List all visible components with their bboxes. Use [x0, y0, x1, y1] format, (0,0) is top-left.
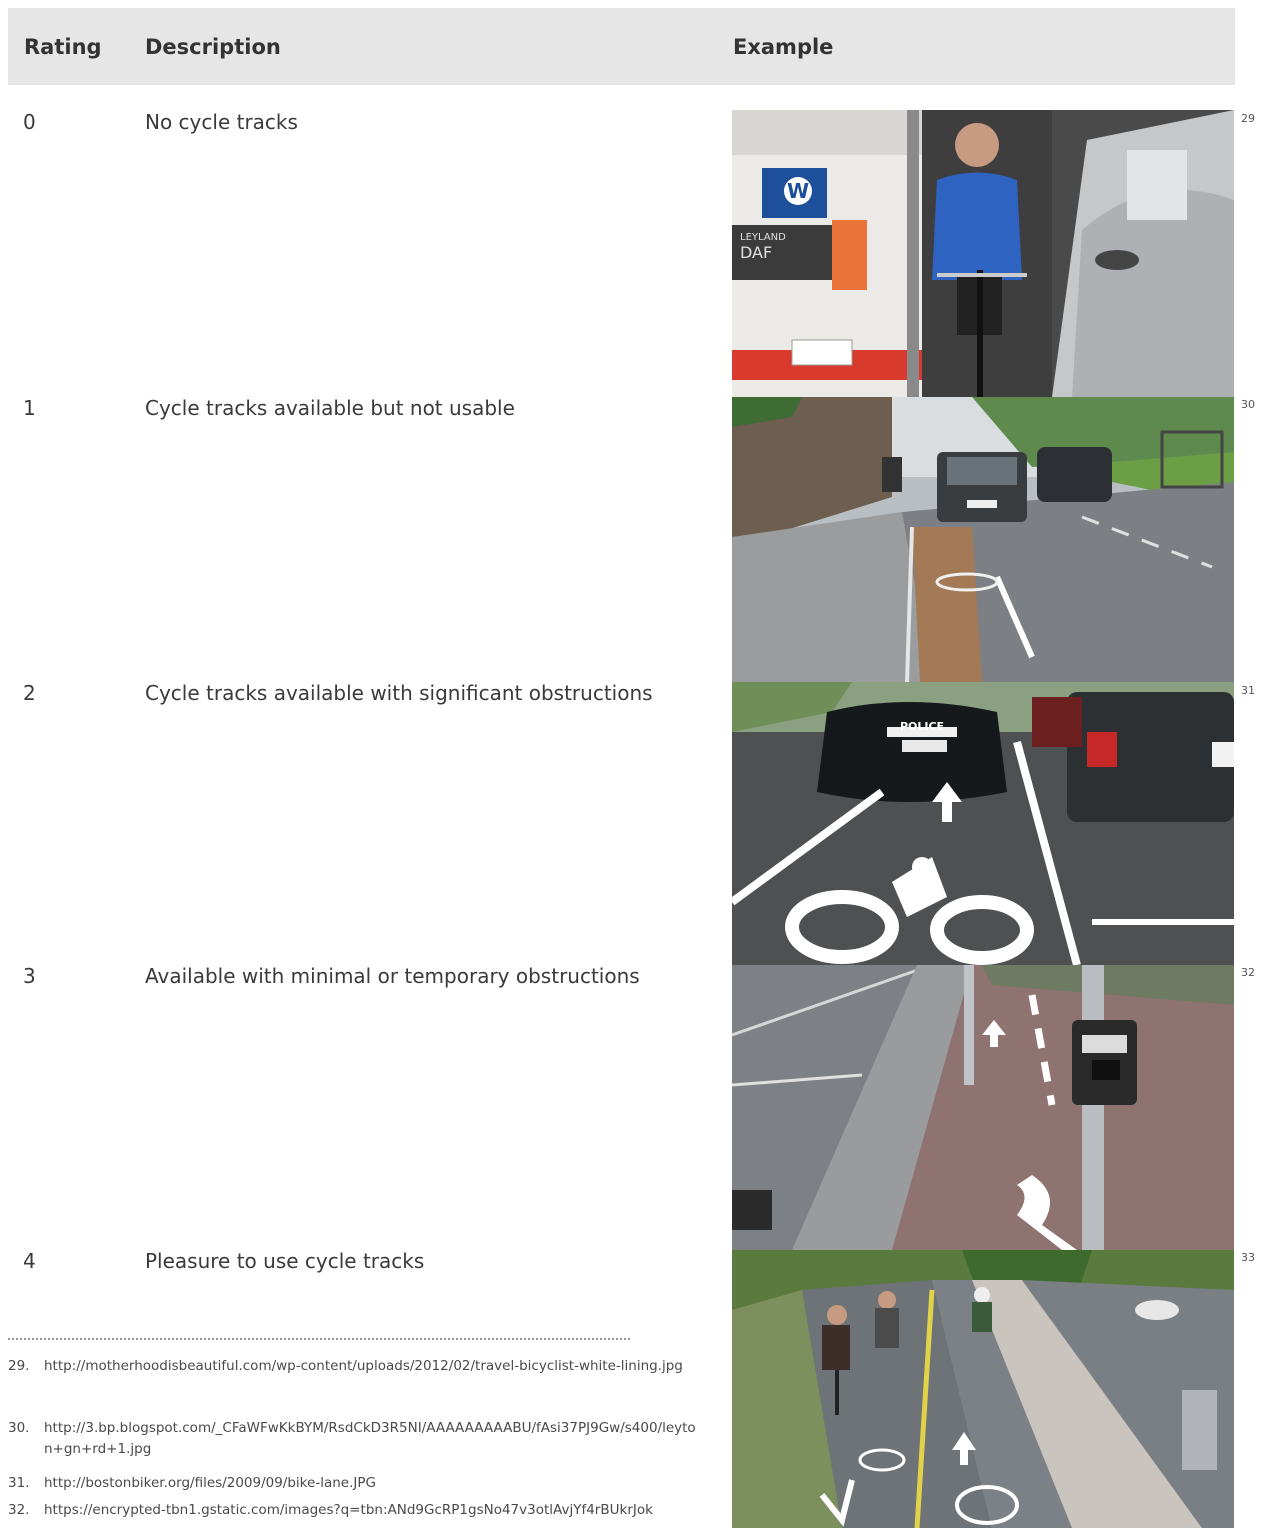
svg-text:POLICE: POLICE	[899, 720, 945, 733]
footnote-text[interactable]: http://3.bp.blogspot.com/_CFaWFwKkBYM/RsdCkD3R5NI/AAAAAAAAABU/fAsi37PJ9Gw/s400/leyton+gn+rd+1.jpg	[44, 1420, 696, 1457]
table-header	[8, 8, 1235, 85]
rating-1: 1	[23, 396, 36, 420]
footnote-29	[8, 1356, 708, 1377]
footnote-divider	[8, 1338, 630, 1340]
header-description: Description	[145, 35, 281, 59]
footnote-text[interactable]: https://encrypted-tbn1.gstatic.com/images?q=tbn:ANd9GcRP1gsNo47v3otlAvjYf4rBUkrJok	[44, 1502, 653, 1518]
footnote-number: 29.	[8, 1358, 30, 1374]
description-4: Pleasure to use cycle tracks	[145, 1249, 425, 1273]
footnote-31	[8, 1473, 708, 1494]
ref-number-4: 33	[1241, 1251, 1255, 1264]
ref-number-2: 31	[1241, 684, 1255, 697]
description-3: Available with minimal or temporary obstructions	[145, 964, 640, 988]
svg-text:DAF: DAF	[740, 243, 773, 262]
footnote-number: 31.	[8, 1475, 30, 1491]
svg-text:W: W	[786, 179, 810, 203]
ref-number-3: 32	[1241, 966, 1255, 979]
footnote-text[interactable]: http://bostonbiker.org/files/2009/09/bike-lane.JPG	[44, 1475, 376, 1491]
example-photo-4	[732, 1250, 1234, 1528]
example-photo-2	[732, 682, 1234, 965]
rating-2: 2	[23, 681, 36, 705]
footnote-text[interactable]: http://motherhoodisbeautiful.com/wp-content/uploads/2012/02/travel-bicyclist-white-lining.jpg	[44, 1358, 683, 1374]
description-2: Cycle tracks available with significant obstructions	[145, 681, 653, 705]
footnote-32	[8, 1500, 708, 1521]
example-photo-1	[732, 397, 1234, 682]
description-0: No cycle tracks	[145, 110, 298, 134]
header-example: Example	[733, 35, 834, 59]
footnote-number: 30.	[8, 1420, 30, 1436]
footnote-30	[8, 1418, 708, 1457]
rating-4: 4	[23, 1249, 36, 1273]
example-photo-0	[732, 110, 1234, 397]
rating-3: 3	[23, 964, 36, 988]
rating-0: 0	[23, 110, 36, 134]
footnote-number: 32.	[8, 1502, 30, 1518]
ref-number-0: 29	[1241, 112, 1255, 125]
ref-number-1: 30	[1241, 398, 1255, 411]
example-photo-3	[732, 965, 1234, 1250]
svg-text:LEYLAND: LEYLAND	[740, 232, 786, 243]
description-1: Cycle tracks available but not usable	[145, 396, 515, 420]
header-rating: Rating	[24, 35, 102, 59]
